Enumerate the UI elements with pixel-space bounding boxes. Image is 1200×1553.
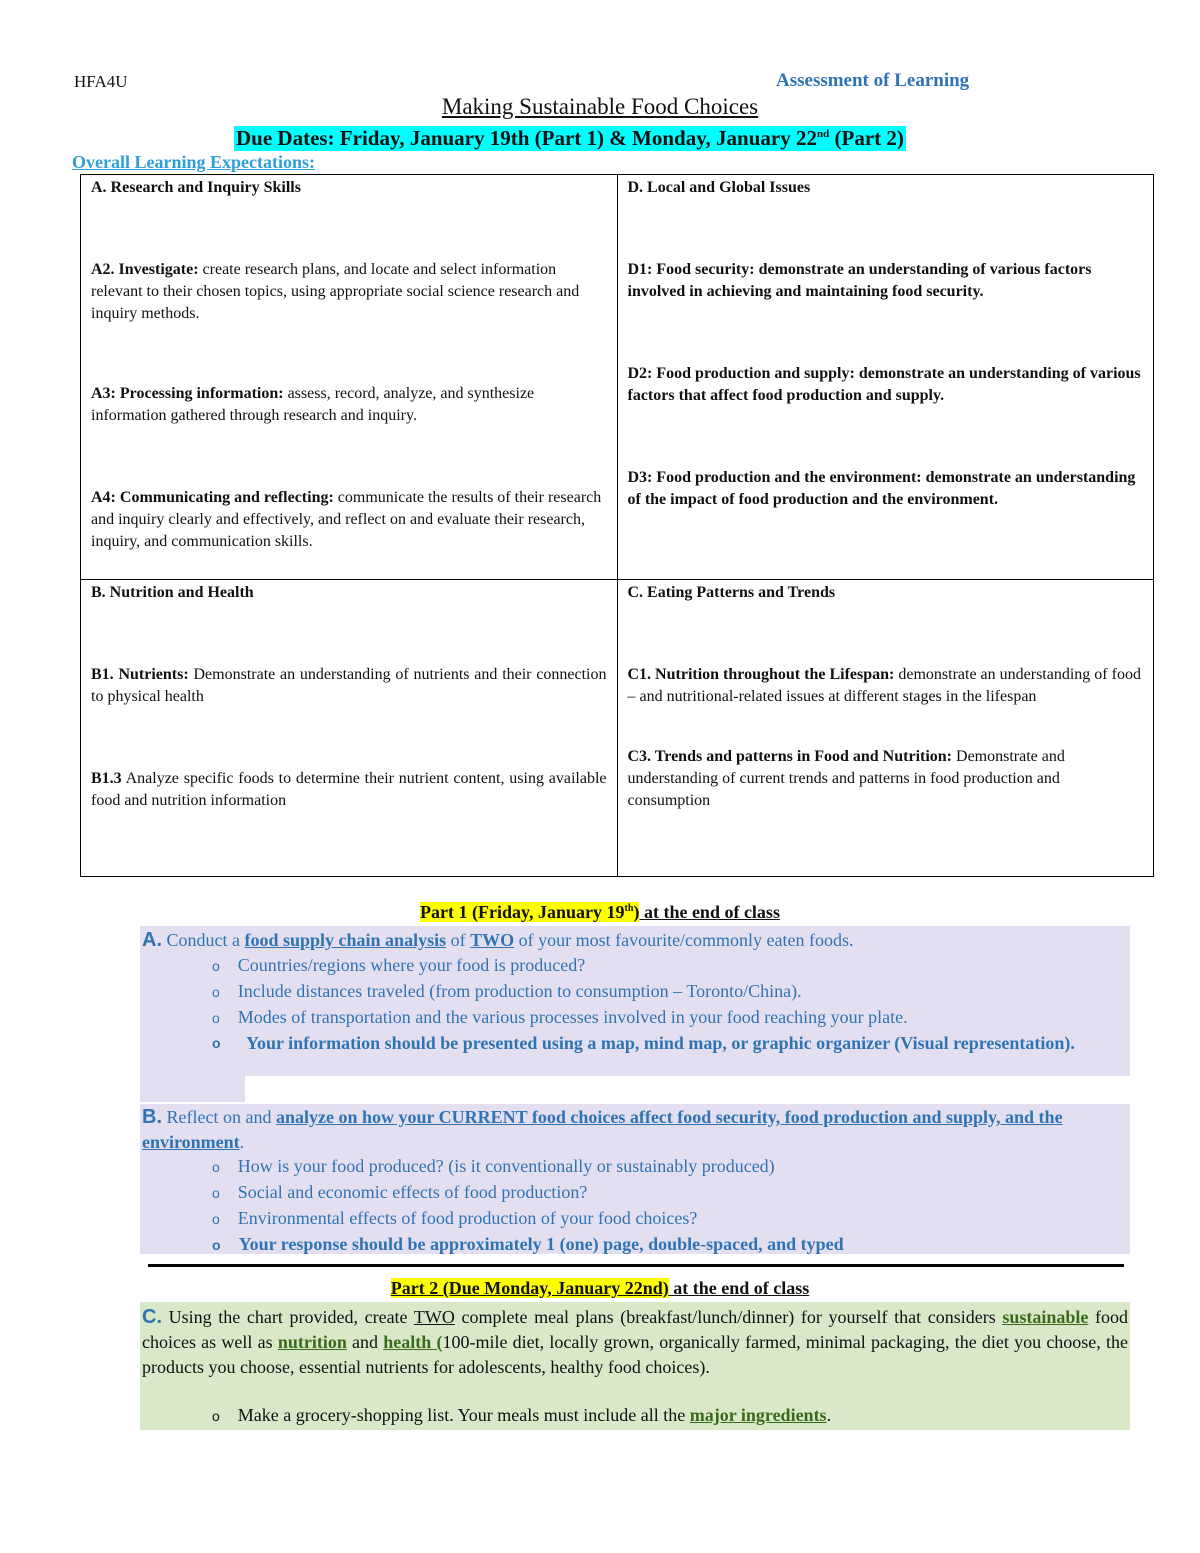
expectation-cell-b bbox=[81, 580, 618, 877]
expectation-c3: C3. Trends and patterns in Food and Nutrition: Demonstrate and understanding of current trends and patterns in food production and consumption bbox=[627, 748, 1065, 809]
section-c-bullets bbox=[212, 1403, 1112, 1429]
list-item: o Your response should be approximately 1 (one) page, double-spaced, and typed bbox=[212, 1234, 844, 1254]
section-b: B. Reflect on and analyze on how your CURRENT food choices affect food security, food production and supply, and the environment. bbox=[142, 1106, 1063, 1152]
supply-chain-link: food supply chain analysis bbox=[244, 930, 447, 950]
expectation-cell-c bbox=[617, 580, 1154, 877]
list-item: o Environmental effects of food production of your food choices? bbox=[212, 1208, 698, 1228]
list-item: o Modes of transportation and the various processes involved in your food reaching your plate. bbox=[212, 1007, 908, 1027]
list-item: o Make a grocery-shopping list. Your meals must include all the major ingredients. bbox=[212, 1405, 832, 1425]
assessment-type: Assessment of Learning bbox=[776, 70, 970, 91]
expectation-d2: D2: Food production and supply: demonstrate an understanding of various factors that affect food production and supply. bbox=[627, 365, 1141, 404]
section-c-letter: C. bbox=[142, 1306, 162, 1328]
table-row bbox=[81, 175, 1154, 580]
expectations-heading: Overall Learning Expectations: bbox=[72, 152, 315, 172]
expectations-table bbox=[80, 174, 1154, 877]
expectation-b13: B1.3 Analyze specific foods to determine their nutrient content, using available food and nutrition information bbox=[91, 770, 607, 809]
course-code: HFA4U bbox=[74, 72, 128, 91]
expectation-b1: B1. Nutrients: Demonstrate an understanding of nutrients and their connection to physical health bbox=[91, 666, 607, 705]
section-a-bullets bbox=[212, 953, 1112, 1056]
table-row bbox=[81, 580, 1154, 877]
expectation-cell-a bbox=[81, 175, 618, 580]
section-b-letter: B. bbox=[142, 1106, 162, 1128]
list-item: o How is your food produced? (is it conventionally or sustainably produced) bbox=[212, 1156, 775, 1176]
section-heading-c: C. Eating Patterns and Trends bbox=[627, 584, 836, 601]
section-a-letter: A. bbox=[142, 929, 162, 951]
section-heading-d: D. Local and Global Issues bbox=[627, 179, 811, 196]
section-a: A. Conduct a food supply chain analysis of TWO of your most favourite/commonly eaten foods. bbox=[142, 929, 854, 951]
due-dates: Due Dates: Friday, January 19th (Part 1) & Monday, January 22nd (Part 2) bbox=[236, 126, 904, 150]
expectation-a2: A2. Investigate: create research plans, and locate and select information relevant to their chosen topics, using appropriate social science research and inquiry methods. bbox=[91, 261, 580, 322]
divider-line bbox=[148, 1264, 1124, 1267]
part1-heading: Part 1 (Friday, January 19th) at the end of class bbox=[420, 902, 780, 922]
expectation-a4: A4: Communicating and reflecting: communicate the results of their research and inquiry clearly and effectively, and reflect on and evaluate their research, inquiry, and communication skills. bbox=[91, 489, 602, 550]
part2-heading: Part 2 (Due Monday, January 22nd) at the end of class bbox=[390, 1278, 810, 1298]
list-item: o Include distances traveled (from production to consumption – Toronto/China). bbox=[212, 981, 802, 1001]
section-c: C. Using the chart provided, create TWO complete meal plans (breakfast/lunch/dinner) for yourself that considers sustainable food choices as well as nutrition and health (100-mile diet, locally grown, organically farmed, minimal packaging, the diet you choose, the products you choose, essential nutrients for adolescents, healthy food choices). bbox=[142, 1306, 1129, 1377]
expectation-d3: D3: Food production and the environment: demonstrate an understanding of the impact of food production and the environment. bbox=[627, 469, 1136, 508]
page-title: Making Sustainable Food Choices bbox=[441, 94, 759, 119]
section-heading-a: A. Research and Inquiry Skills bbox=[91, 179, 301, 196]
section-a-background-tail bbox=[140, 1076, 245, 1102]
list-item: o Countries/regions where your food is produced? bbox=[212, 955, 586, 975]
list-item: o Your information should be presented using a map, mind map, or graphic organizer (Visual representation). bbox=[212, 1033, 1075, 1053]
section-b-bullets bbox=[212, 1154, 1112, 1258]
expectation-a3: A3: Processing information: assess, record, analyze, and synthesize information gathered through research and inquiry. bbox=[91, 385, 535, 424]
section-heading-b: B. Nutrition and Health bbox=[91, 584, 254, 601]
expectation-c1: C1. Nutrition throughout the Lifespan: demonstrate an understanding of food – and nutritional-related issues at different stages in the lifespan bbox=[627, 666, 1141, 705]
expectation-d1: D1: Food security: demonstrate an understanding of various factors involved in achieving and maintaining food security. bbox=[627, 261, 1092, 300]
expectation-cell-d bbox=[617, 175, 1154, 580]
list-item: o Social and economic effects of food production? bbox=[212, 1182, 588, 1202]
